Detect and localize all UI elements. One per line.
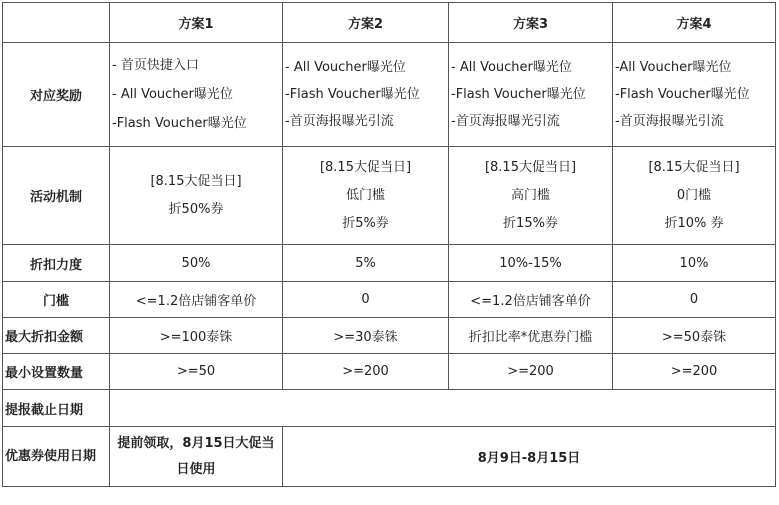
- mechanism-row: [3, 147, 776, 245]
- mechanism-label: 活动机制: [3, 147, 110, 245]
- reward-label: 对应奖励: [3, 43, 110, 147]
- discount-plan-1: 50%: [110, 245, 283, 282]
- reward-plan-2-line: -Flash Voucher曝光位: [285, 87, 420, 102]
- plan-2-header: 方案2: [283, 3, 449, 43]
- reward-plan-4-line: -Flash Voucher曝光位: [615, 87, 750, 102]
- reward-plan-1-line: - All Voucher曝光位: [112, 87, 233, 102]
- min-quantity-plan-2: >=200: [283, 354, 449, 390]
- threshold-plan-1: <=1.2倍店铺客单价: [110, 282, 283, 318]
- usage-date-other-plans: 8月9日-8月15日: [283, 427, 776, 487]
- discount-label: 折扣力度: [3, 245, 110, 282]
- mechanism-plan-3-line: [8.15大促当日]: [484, 159, 577, 175]
- mechanism-plan-4: [613, 147, 776, 245]
- discount-row: [3, 245, 776, 282]
- threshold-plan-2: 0: [283, 282, 449, 318]
- reward-plan-2: [283, 43, 449, 147]
- mechanism-plan-4-line: 0门槛: [676, 187, 712, 203]
- max-discount-plan-4: >=50泰铢: [613, 318, 776, 354]
- deadline-value: [110, 390, 776, 427]
- plan-1-header: 方案1: [110, 3, 283, 43]
- max-discount-label: 最大折扣金额: [3, 318, 110, 354]
- mechanism-plan-4-line: [8.15大促当日]: [648, 159, 740, 175]
- max-discount-plan-3: 折扣比率*优惠券门槛: [449, 318, 613, 354]
- reward-plan-1: [110, 43, 283, 147]
- threshold-plan-4: 0: [613, 282, 776, 318]
- min-quantity-plan-1: >=50: [110, 354, 283, 390]
- reward-plan-4-line: -首页海报曝光引流: [615, 114, 724, 129]
- max-discount-row: [3, 318, 776, 354]
- max-discount-plan-2: >=30泰铢: [283, 318, 449, 354]
- voucher-plan-table: [2, 2, 776, 487]
- reward-plan-4-line: -All Voucher曝光位: [615, 60, 732, 75]
- mechanism-plan-2-line: 折5%券: [342, 215, 389, 231]
- deadline-label: 提报截止日期: [3, 390, 110, 427]
- min-quantity-plan-3: >=200: [449, 354, 613, 390]
- reward-plan-2-line: - All Voucher曝光位: [285, 60, 406, 75]
- deadline-row: [3, 390, 776, 427]
- usage-date-label: 优惠券使用日期: [3, 427, 110, 487]
- reward-plan-3-line: -首页海报曝光引流: [451, 114, 560, 129]
- reward-plan-1-line: -Flash Voucher曝光位: [112, 116, 247, 131]
- min-quantity-plan-4: >=200: [613, 354, 776, 390]
- header-row: [3, 3, 776, 43]
- mechanism-plan-1-line: [8.15大促当日]: [150, 173, 242, 189]
- usage-date-plan-1: 提前领取，8月15日大促当日使用: [110, 427, 283, 487]
- reward-plan-3: [449, 43, 613, 147]
- reward-plan-2-line: -首页海报曝光引流: [285, 114, 394, 129]
- discount-plan-2: 5%: [283, 245, 449, 282]
- usage-date-row: [3, 427, 776, 487]
- threshold-label: 门槛: [3, 282, 110, 318]
- plan-3-header: 方案3: [449, 3, 613, 43]
- mechanism-plan-1: [110, 147, 283, 245]
- discount-plan-3: 10%-15%: [449, 245, 613, 282]
- reward-plan-3-line: - All Voucher曝光位: [451, 60, 572, 75]
- mechanism-plan-3: [449, 147, 613, 245]
- reward-plan-1-line: - 首页快捷入口: [112, 58, 199, 73]
- mechanism-plan-2-line: 低门槛: [345, 187, 385, 203]
- threshold-row: [3, 282, 776, 318]
- reward-plan-4: [613, 43, 776, 147]
- mechanism-plan-1-line: 折50%券: [168, 201, 224, 217]
- reward-plan-3-line: -Flash Voucher曝光位: [451, 87, 586, 102]
- plan-4-header: 方案4: [613, 3, 776, 43]
- reward-row: [3, 43, 776, 147]
- mechanism-plan-4-line: 折10% 券: [664, 215, 724, 231]
- mechanism-plan-3-line: 折15%券: [503, 215, 558, 231]
- max-discount-plan-1: >=100泰铢: [110, 318, 283, 354]
- mechanism-plan-3-line: 高门槛: [510, 187, 550, 203]
- min-quantity-row: [3, 354, 776, 390]
- mechanism-plan-2: [283, 147, 449, 245]
- mechanism-plan-2-line: [8.15大促当日]: [319, 159, 412, 175]
- corner-cell: [3, 3, 110, 43]
- threshold-plan-3: <=1.2倍店铺客单价: [449, 282, 613, 318]
- discount-plan-4: 10%: [613, 245, 776, 282]
- min-quantity-label: 最小设置数量: [3, 354, 110, 390]
